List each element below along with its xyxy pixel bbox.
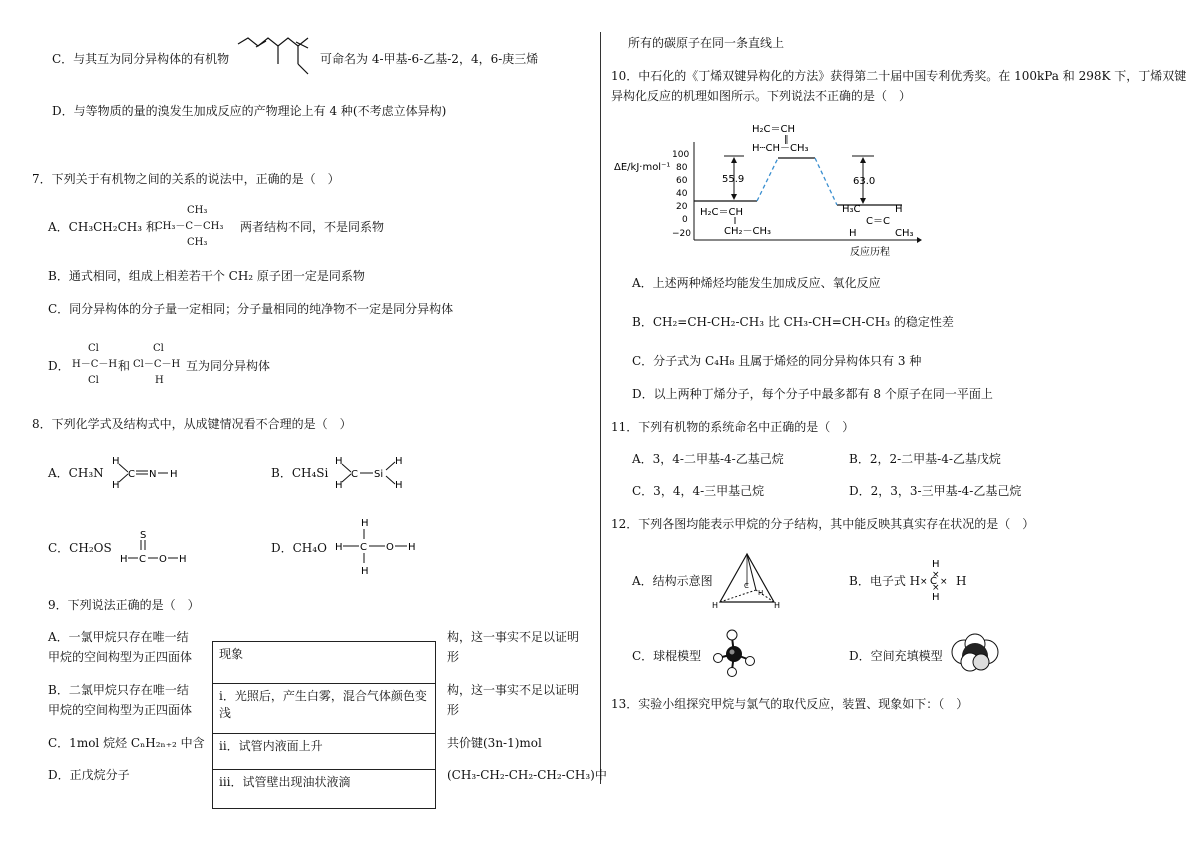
svg-text:C: C [128,469,135,480]
q9-option-a-right1: 构，这一事实不足以证明 [447,630,580,644]
q12-option-d: D．空间充填模型 [849,649,943,663]
q8d-structure [333,516,423,578]
svg-text:Si: Si [374,469,384,480]
table-row-3: ⅲ．试管壁出现油状液滴 [213,770,436,809]
q9-option-a-line1: A．一氯甲烷只存在唯一结 [48,630,189,644]
q7-option-a-tail: 两者结构不同，不是同系物 [240,220,385,234]
ytick-40: 40 [676,189,688,199]
q10-option-c: C．分子式为 C₄H₈ 且属于烯烃的同分异构体只有 3 种 [632,354,922,368]
q6-option-c-name: 可命名为 4-甲基-6-乙基-2，4，6-庚三烯 [320,52,539,66]
svg-text:H: H [170,469,178,480]
ytick-0: 0 [682,215,688,225]
tetra-h-label-1: H [712,601,719,610]
product-left-bot: H [849,228,857,239]
energy-y-ticks [672,150,691,239]
q8c-structure [118,528,198,568]
q12-option-c: C．球棍模型 [632,649,702,663]
q6-skeletal-structure [236,34,316,82]
svg-text:H: H [932,559,940,570]
q7-option-c: C．同分异构体的分子量一定相同；分子量相同的纯净物不一定是同分异构体 [48,302,454,316]
ytick-80: 80 [676,163,688,173]
q7-option-d-tail: 互为同分异构体 [186,359,271,373]
fall-dashed-line [815,158,837,205]
q7-option-b: B．通式相同，组成上相差若干个 CH₂ 原子团一定是同系物 [48,269,365,283]
svg-text:×: × [940,577,948,587]
q8a-structure [110,452,190,492]
barrier-left-value: 55.9 [722,174,745,185]
q8-option-a: A．CH₃N [48,466,104,480]
energy-x-label: 反应历程 [850,247,890,258]
product-left-top: H₃C [842,204,861,215]
q9-option-c: C．1mol 烷烃 CₙH₂ₙ₊₂ 中含 [48,736,205,750]
svg-text:O: O [159,554,167,565]
q7-option-d-and: 和 [118,359,131,373]
reactant-label-1: H₂C＝CH [700,207,744,218]
product-right-bot: CH₃ [895,228,914,239]
energy-y-label: ΔE/kJ·mol⁻¹ [614,162,671,173]
q7d-s2-mid: Cl－C－H [133,359,181,370]
q6-option-d: D．与等物质的量的溴发生加成反应的产物理论上有 4 种(不考虑立体异构) [52,104,447,118]
svg-text:H: H [932,592,940,603]
q7d-s1-bot: Cl [88,375,99,386]
methane-tetrahedron-icon [712,550,782,612]
q7-option-d-label: D． [48,359,70,373]
svg-text:H: H [120,554,128,565]
svg-text:×: × [920,577,928,587]
q7-option-a-text: A．CH₃CH₂CH₃ 和 [48,220,158,234]
reactant-label-2: CH₂－CH₃ [724,226,772,237]
column-divider [600,32,601,784]
q8-option-c: C．CH₂OS [48,541,112,555]
q9-option-b-right2: 形 [447,703,460,717]
ytick-minus20: −20 [672,229,691,239]
q8b-structure [333,452,413,492]
q11-option-a: A．3，4-二甲基-4-乙基己烷 [632,452,784,466]
svg-text:C: C [139,554,146,565]
tetra-h-label-3: H [758,589,764,597]
svg-text:H: H [335,456,343,467]
q9-stem: 9．下列说法正确的是（ ） [48,598,200,612]
q7-stem: 7．下列关于有机物之间的关系的说法中，正确的是（ ） [32,172,340,186]
q10-stem-line2: 异构化反应的机理如图所示。下列说法不正确的是（ ） [611,89,912,103]
svg-text:H: H [179,554,187,565]
tetrahedron-center-label: C [744,582,749,590]
q7d-s2-bot: H [155,375,164,386]
q11-option-d: D．2，3，3-三甲基-4-乙基己烷 [849,484,1022,498]
svg-text:H: H [361,566,369,577]
q10-option-d: D．以上两种丁烯分子，每个分子中最多都有 8 个原子在同一平面上 [632,387,993,401]
ts-label-mid: H┄CH－CH₃ [752,143,809,154]
svg-text:H: H [112,456,120,467]
svg-text:S: S [140,530,147,541]
ts-label-top: H₂C＝CH [752,124,796,135]
q13-observation-table [212,641,436,809]
svg-text:H: H [361,518,369,529]
ts-double-bond-mark: ‖ [784,135,789,145]
q7a-struct-top: CH₃ [187,205,208,216]
ytick-60: 60 [676,176,688,186]
q7d-s2-top: Cl [153,343,164,354]
svg-text:H: H [335,542,343,553]
q9-option-b-right1: 构，这一事实不足以证明 [447,683,580,697]
q9-option-d-continued: 所有的碳原子在同一条直线上 [628,36,785,50]
q13-stem: 13．实验小组探究甲烷与氯气的取代反应，装置、现象如下：（ ） [611,697,969,711]
barrier-right-value: 63.0 [853,176,876,187]
svg-text:H: H [408,542,416,553]
svg-text:C: C [351,469,358,480]
q11-option-b: B．2，2-二甲基-4-乙基戊烷 [849,452,1001,466]
svg-text:×: × [932,570,940,580]
q8-option-b: B．CH₄Si [271,466,329,480]
q7d-s1-top: Cl [88,343,99,354]
q10-option-b: B．CH₂=CH-CH₂-CH₃ 比 CH₃-CH=CH-CH₃ 的稳定性差 [632,315,954,329]
svg-text:H: H [112,480,120,491]
ytick-20: 20 [676,202,688,212]
q12-option-a: A．结构示意图 [632,574,713,588]
q7a-struct-mid: CH₃－C－CH₃ [155,221,224,232]
q6-option-c-text: C．与其互为同分异构体的有机物 [52,52,230,66]
svg-text:H: H [395,456,403,467]
q12-electron-formula-tail: H [956,574,967,588]
q12-stem: 12．下列各图均能表示甲烷的分子结构，其中能反映其真实存在状况的是（ ） [611,517,1035,531]
q8-stem: 8．下列化学式及结构式中，从成键情况看不合理的是（ ） [32,417,352,431]
q9-option-d-right: (CH₃-CH₂-CH₂-CH₂-CH₃)中 [447,768,607,782]
svg-text:×: × [932,583,940,593]
q7d-s1-mid: H－C－H [72,359,118,370]
q10-stem-line1: 10．中石化的《丁烯双键异构化的方法》获得第二十届中国专利优秀奖。在 100kPa 和 298K 下，丁烯双键 [611,69,1187,83]
table-header: 现象 [213,642,436,684]
space-filling-model-icon [950,632,1000,676]
q9-option-a-right2: 形 [447,650,460,664]
q12-option-b: B．电子式 H [849,574,921,588]
table-row-1: ⅰ．光照后，产生白雾，混合气体颜色变浅 [213,684,436,734]
q9-option-c-right: 共价键(3n-1)mol [447,736,542,750]
q11-option-c: C．3，4，4-三甲基己烷 [632,484,765,498]
q9-option-a-line2: 甲烷的空间构型为正四面体 [48,650,193,664]
ball-stick-model-icon [712,628,758,678]
q8-option-d: D．CH₄O [271,541,327,555]
ytick-100: 100 [672,150,690,160]
q7a-struct-bot: CH₃ [187,237,208,248]
product-center: C＝C [866,216,890,227]
table-row-2: ⅱ．试管内液面上升 [213,734,436,770]
q11-stem: 11．下列有机物的系统命名中正确的是（ ） [611,420,855,434]
rise-dashed-line [757,158,778,201]
svg-text:C: C [930,576,937,587]
svg-text:H: H [335,480,343,491]
svg-text:H: H [395,480,403,491]
svg-text:O: O [386,542,394,553]
q10-option-a: A．上述两种烯烃均能发生加成反应、氧化反应 [632,276,881,290]
svg-text:C: C [360,542,367,553]
energy-profile-diagram [612,118,932,260]
q9-option-b-line2: 甲烷的空间构型为正四面体 [48,703,193,717]
q9-option-d: D．正戊烷分子 [48,768,130,782]
product-right-top: H [895,204,903,215]
q9-option-b-line1: B．二氯甲烷只存在唯一结 [48,683,189,697]
svg-text:N: N [149,469,157,480]
tetra-h-label-2: H [774,601,781,610]
